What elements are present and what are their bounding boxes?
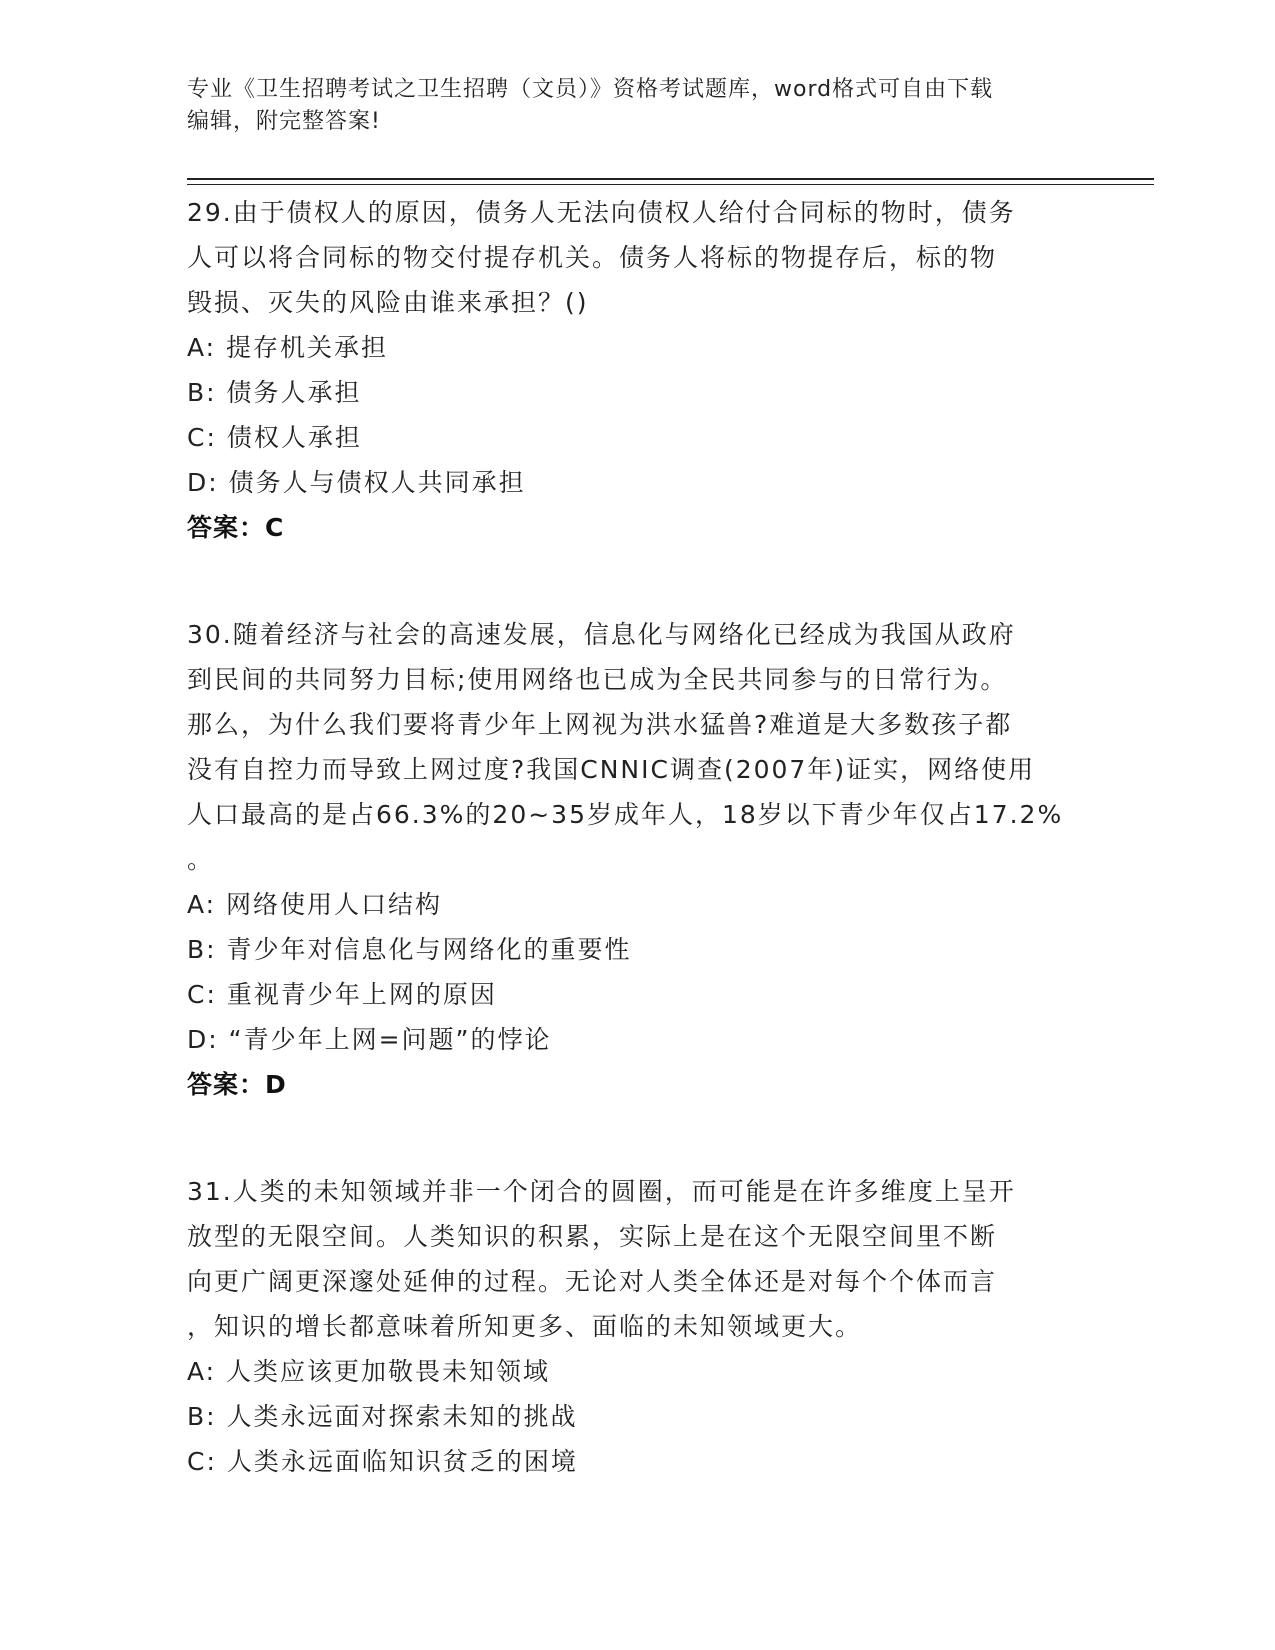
question-stem-line: ，知识的增长都意味着所知更多、面临的未知领域更大。 [187,1312,863,1341]
option-a: A: 网络使用人口结构 [187,890,443,919]
question-spacer [187,550,1087,612]
question-stem-line: 30.随着经济与社会的高速发展，信息化与网络化已经成为我国从政府 [187,620,1016,649]
question-list [187,190,1087,1484]
question-30 [187,612,1087,1107]
option-b: B: 人类永远面对探索未知的挑战 [187,1402,578,1431]
question-stem-line: 人可以将合同标的物交付提存机关。债务人将标的物提存后，标的物 [187,243,998,272]
document-header [187,74,1087,138]
answer-label: 答案：C [187,513,285,542]
question-stem-line: 放型的无限空间。人类知识的积累，实际上是在这个无限空间里不断 [187,1222,998,1251]
option-d: D: 债务人与债权人共同承担 [187,468,526,497]
option-b: B: 青少年对信息化与网络化的重要性 [187,935,632,964]
question-stem-line: 。 [187,845,215,874]
question-stem-line: 到民间的共同努力目标;使用网络也已成为全民共同参与的日常行为。 [187,665,1008,694]
option-c: C: 重视青少年上网的原因 [187,980,497,1009]
option-b: B: 债务人承担 [187,378,362,407]
question-stem-line: 29.由于债权人的原因，债务人无法向债权人给付合同标的物时，债务 [187,198,1016,227]
header-divider-thin [187,184,1154,185]
question-31 [187,1169,1087,1484]
option-a: A: 提存机关承担 [187,333,389,362]
question-stem-line: 毁损、灭失的风险由谁来承担？() [187,288,589,317]
question-stem-line: 向更广阔更深邃处延伸的过程。无论对人类全体还是对每个个体而言 [187,1267,998,1296]
question-stem-line: 那么，为什么我们要将青少年上网视为洪水猛兽?难道是大多数孩子都 [187,710,1013,739]
question-stem-line: 没有自控力而导致上网过度?我国CNNIC调查(2007年)证实，网络使用 [187,755,1036,784]
question-29 [187,190,1087,550]
answer-label: 答案：D [187,1070,287,1099]
header-line-2: 编辑，附完整答案! [187,109,381,134]
option-c: C: 人类永远面临知识贫乏的困境 [187,1447,578,1476]
option-a: A: 人类应该更加敬畏未知领域 [187,1357,551,1386]
option-d: D: “青少年上网=问题”的悖论 [187,1025,552,1054]
option-c: C: 债权人承担 [187,423,362,452]
question-stem-line: 31.人类的未知领域并非一个闭合的圆圈，而可能是在许多维度上呈开 [187,1177,1016,1206]
question-stem-line: 人口最高的是占66.3%的20~35岁成年人，18岁以下青少年仅占17.2% [187,800,1064,829]
header-divider-thick [187,178,1154,180]
header-line-1: 专业《卫生招聘考试之卫生招聘（文员）》资格考试题库，word格式可自由下载 [187,77,994,102]
question-spacer [187,1107,1087,1169]
